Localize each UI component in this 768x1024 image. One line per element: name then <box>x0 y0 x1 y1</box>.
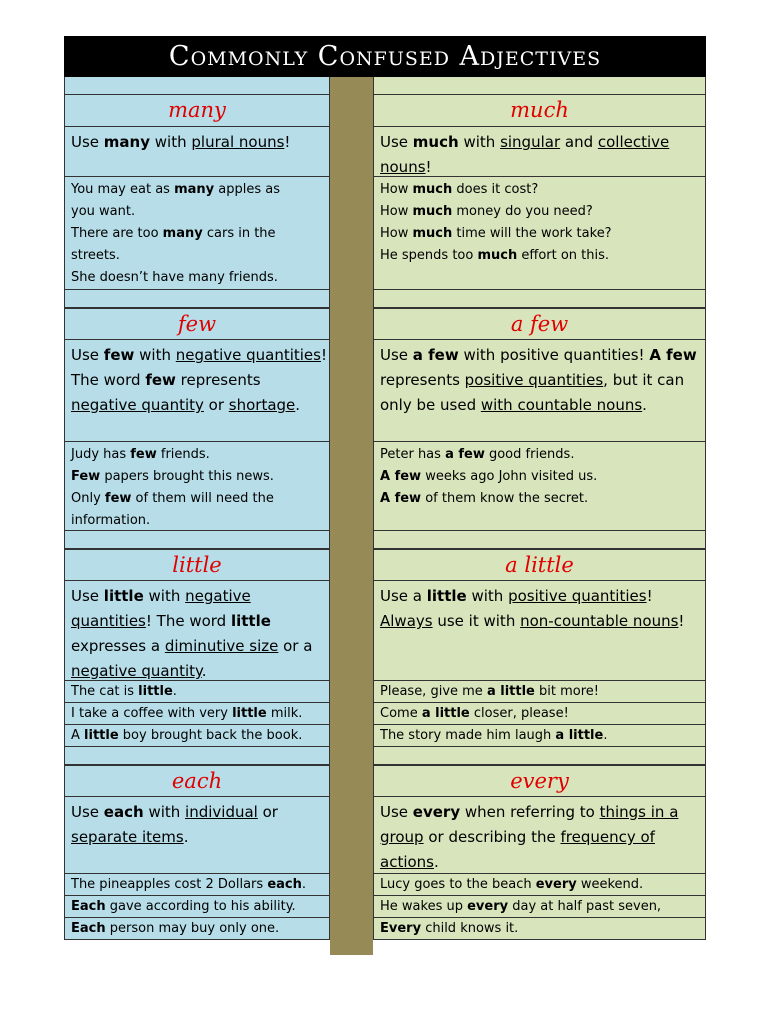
example-line: She doesn’t have many friends. <box>71 270 278 285</box>
emphasis: little <box>138 684 173 699</box>
word-heading: a little <box>373 549 706 581</box>
emphasis: many <box>103 133 151 151</box>
example-row: Come a little closer, please! <box>373 703 706 725</box>
emphasis: many <box>174 182 215 197</box>
underlined-term: individual <box>185 803 258 821</box>
example-line: You may eat as many apples as <box>71 182 280 197</box>
example-row: Lucy goes to the beach every weekend. <box>373 874 706 896</box>
emphasis: Every <box>380 921 422 936</box>
example-line: How much time will the work take? <box>380 226 612 241</box>
emphasis: little <box>426 587 467 605</box>
blank-row <box>64 290 330 308</box>
example-row: Every child knows it. <box>373 918 706 940</box>
example-sentences <box>64 442 330 531</box>
usage-rule: Use few with negative quantities! The word few represents negative quantity or shortage. <box>64 340 330 442</box>
underlined-term: diminutive size <box>164 637 279 655</box>
emphasis: little <box>232 706 267 721</box>
example-row: The story made him laugh a little. <box>373 725 706 747</box>
emphasis: a little <box>486 684 535 699</box>
example-row: Each gave according to his ability. <box>64 896 330 918</box>
blank-row <box>64 531 330 549</box>
example-row: The pineapples cost 2 Dollars each. <box>64 874 330 896</box>
example-line: How much money do you need? <box>380 204 593 219</box>
example-line: A few weeks ago John visited us. <box>380 469 598 484</box>
word-heading: much <box>373 95 706 127</box>
example-line: Peter has a few good friends. <box>380 447 575 462</box>
underlined-term: with countable nouns <box>480 396 643 414</box>
blank-row <box>64 747 330 765</box>
word-heading: little <box>64 549 330 581</box>
example-line: Only few of them will need the <box>71 491 274 506</box>
blank-row <box>64 77 330 95</box>
left-column <box>64 77 330 940</box>
emphasis: much <box>412 182 453 197</box>
emphasis: a few <box>412 346 459 364</box>
word-heading: few <box>64 308 330 340</box>
example-row: Each person may buy only one. <box>64 918 330 940</box>
underlined-term: shortage <box>228 396 296 414</box>
underlined-term: negative quantities <box>175 346 321 364</box>
usage-rule: Use much with singular and collective nouns! <box>373 127 706 177</box>
example-rows <box>373 874 706 940</box>
usage-rule: Use a few with positive quantities! A few represents positive quantities, but it can only be used with countable nouns. <box>373 340 706 442</box>
example-line: information. <box>71 513 151 528</box>
column-divider <box>330 77 373 955</box>
right-column <box>373 77 706 940</box>
underlined-term: non-countable nouns <box>520 612 679 630</box>
emphasis: little <box>84 728 119 743</box>
underlined-term: singular <box>500 133 561 151</box>
example-line: A few of them know the secret. <box>380 491 589 506</box>
underlined-term: collective <box>597 133 670 151</box>
emphasis: few <box>103 346 135 364</box>
example-row: A little boy brought back the book. <box>64 725 330 747</box>
example-line: Few papers brought this news. <box>71 469 274 484</box>
emphasis: few <box>104 491 132 506</box>
word-heading: each <box>64 765 330 797</box>
underlined-term: Always <box>380 612 433 630</box>
blank-row <box>373 77 706 95</box>
emphasis: a few <box>445 447 485 462</box>
example-row: He wakes up every day at half past seven, <box>373 896 706 918</box>
example-sentences <box>64 177 330 290</box>
usage-rule: Use every when referring to things in a group or describing the frequency of actions. <box>373 797 706 874</box>
emphasis: A few <box>380 491 422 506</box>
example-line: Judy has few friends. <box>71 447 210 462</box>
emphasis: a little <box>555 728 604 743</box>
emphasis: Each <box>71 899 106 914</box>
word-heading: every <box>373 765 706 797</box>
usage-rule: Use little with negative quantities! The word little expresses a diminutive size or a negative quantity. <box>64 581 330 681</box>
example-row: I take a coffee with very little milk. <box>64 703 330 725</box>
usage-rule: Use many with plural nouns! <box>64 127 330 177</box>
emphasis: every <box>535 877 577 892</box>
emphasis: A few <box>649 346 697 364</box>
emphasis: Each <box>71 921 106 936</box>
emphasis: every <box>412 803 461 821</box>
underlined-term: separate items <box>71 828 184 846</box>
word-heading: a few <box>373 308 706 340</box>
emphasis: each <box>267 877 302 892</box>
emphasis: little <box>230 612 271 630</box>
underlined-term: plural nouns <box>191 133 285 151</box>
emphasis: many <box>162 226 203 241</box>
emphasis: few <box>145 371 176 389</box>
example-line: How much does it cost? <box>380 182 539 197</box>
underlined-term: positive quantities <box>464 371 604 389</box>
blank-row <box>373 531 706 549</box>
underlined-term: negative quantity <box>71 662 202 680</box>
emphasis: Few <box>71 469 101 484</box>
example-rows <box>373 681 706 747</box>
example-sentences <box>373 442 706 531</box>
underlined-term: negative quantity <box>71 396 204 414</box>
example-sentences <box>373 177 706 290</box>
emphasis: few <box>130 447 157 462</box>
underlined-term: positive quantities <box>508 587 647 605</box>
example-row: The cat is little. <box>64 681 330 703</box>
worksheet <box>64 36 706 955</box>
example-line: There are too many cars in the <box>71 226 276 241</box>
usage-rule: Use each with individual or separate items. <box>64 797 330 874</box>
emphasis: much <box>412 204 453 219</box>
emphasis: each <box>103 803 144 821</box>
underlined-term: frequency of actions <box>380 828 655 871</box>
blank-row <box>373 290 706 308</box>
emphasis: much <box>477 248 518 263</box>
usage-rule: Use a little with positive quantities! Always use it with non-countable nouns! <box>373 581 706 681</box>
page-title: Commonly Confused Adjectives <box>64 36 706 77</box>
example-line: you want. <box>71 204 136 219</box>
emphasis: little <box>103 587 144 605</box>
example-rows <box>64 681 330 747</box>
word-heading: many <box>64 95 330 127</box>
example-rows <box>64 874 330 940</box>
emphasis: a little <box>421 706 470 721</box>
emphasis: much <box>412 226 453 241</box>
example-line: He spends too much effort on this. <box>380 248 610 263</box>
example-line: streets. <box>71 248 120 263</box>
emphasis: every <box>467 899 509 914</box>
underlined-term: things in a group <box>380 803 679 846</box>
emphasis: much <box>412 133 459 151</box>
underlined-term: nouns <box>380 158 426 176</box>
emphasis: A few <box>380 469 422 484</box>
blank-row <box>373 747 706 765</box>
example-row: Please, give me a little bit more! <box>373 681 706 703</box>
underlined-term: negative quantities <box>71 587 251 630</box>
